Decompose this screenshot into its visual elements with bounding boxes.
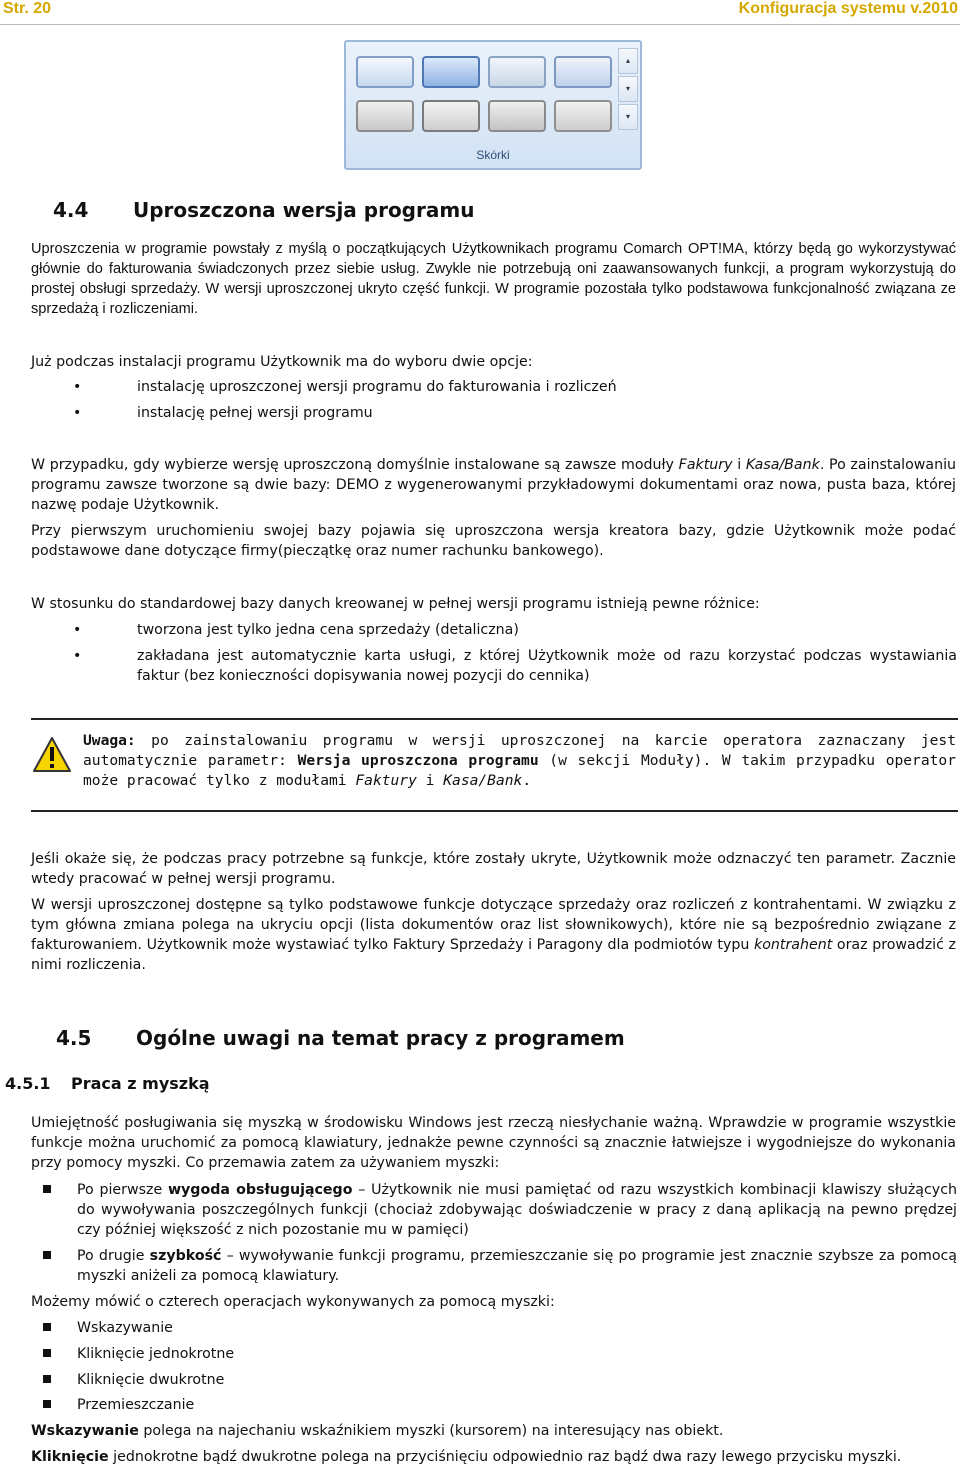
skin-thumbnail <box>422 56 480 88</box>
gallery-scroll-buttons <box>618 48 638 134</box>
square-bullet-icon <box>43 1400 51 1408</box>
paragraph: Możemy mówić o czterech operacjach wykonywanych za pomocą myszki: <box>31 1294 555 1310</box>
section-heading-4-5: 4.5 Ogólne uwagi na temat pracy z programem <box>56 1026 625 1050</box>
paragraph: Uproszczenia w programie powstały z myślą o początkujących Użytkownikach programu Comarch OPT!MA, którzy będą go wykorzystywać głównie do fakturowania świadczonych przez siebie usług. Zwykle nie potrzebują oni zaawansowanych funkcji, a program wykorzystują do prostej obsługi sprzedaży. W wersji uproszczonej ukryto część funkcji. W programie pozostała tylko podstawowa funkcjonalność związana ze sprzedażą i rozliczeniami. <box>31 241 956 317</box>
paragraph: Jeśli okaże się, że podczas pracy potrzebne są funkcje, które zostały ukryte, Użytkownik może odznaczyć ten parametr. Zacznie wtedy pracować w pełnej wersji programu. <box>31 851 956 887</box>
square-bullet-icon <box>43 1375 51 1383</box>
skin-thumbnail <box>554 56 612 88</box>
gallery-more-icon: ▾ <box>618 104 638 130</box>
warning-icon <box>32 736 72 774</box>
document-title: Konfiguracja systemu v.2010 <box>738 0 958 17</box>
gallery-down-icon: ▾ <box>618 76 638 102</box>
square-bullet-icon <box>43 1349 51 1357</box>
ribbon-group-label: Skórki <box>476 148 510 162</box>
square-bullet-icon <box>43 1323 51 1331</box>
paragraph: W wersji uproszczonej dostępne są tylko podstawowe funkcje dotyczące sprzedaży oraz rozliczeń z kontrahentami. W związku z tym główna zmiana polega na ukryciu opcji (lista dokumentów oraz list słownikowych), które nie są bezpośrednio związane z fakturowaniem. Użytkownik może wystawiać tylko Faktury Sprzedaży i Paragony dla podmiotów typu kontrahent oraz prowadzić z nimi rozliczenia. <box>31 897 956 973</box>
page-number: Str. 20 <box>3 0 52 17</box>
square-bullet-icon <box>43 1185 51 1193</box>
paragraph: W przypadku, gdy wybierze wersję uproszczoną domyślnie instalowane są zawsze moduły Faktury i Kasa/Bank. Po zainstalowaniu programu zawsze tworzone są dwie bazy: DEMO z wygenerowanymi przykładowymi dokumentami oraz nowa, pusta baza, której nazwę podaje Użytkownik. <box>31 457 957 513</box>
paragraph: Już podczas instalacji programu Użytkownik ma do wyboru dwie opcje: <box>31 354 533 370</box>
skin-thumbnail <box>422 100 480 132</box>
skins-ribbon-image <box>344 40 642 170</box>
skin-thumbnail <box>356 100 414 132</box>
paragraph: Wskazywanie polega na najechaniu wskaźnikiem myszki (kursorem) na interesujący nas obiekt. <box>31 1423 724 1439</box>
section-heading-4-4: 4.4 Uproszczona wersja programu <box>53 198 475 222</box>
square-bullet-icon <box>43 1251 51 1259</box>
paragraph: Kliknięcie jednokrotne bądź dwukrotne polega na przyciśnięciu odpowiednio raz bądź dwa razy lewego przycisku myszki. <box>31 1449 902 1465</box>
gallery-up-icon: ▴ <box>618 48 638 74</box>
page-header <box>0 0 960 25</box>
warning-text: Uwaga: po zainstalowaniu programu w wersji uproszczonej na karcie operatora zaznaczany jest automatycznie parametr: Wersja uproszczona programu (w sekcji Moduły). W takim przypadku operator może pracować tylko z modułami Faktury i Kasa/Bank. <box>83 732 956 789</box>
paragraph: W stosunku do standardowej bazy danych kreowanej w pełnej wersji programu istnieją pewne różnice: <box>31 596 760 612</box>
skin-thumbnail <box>488 100 546 132</box>
warning-top-rule <box>31 718 958 720</box>
paragraph: Umiejętność posługiwania się myszką w środowisku Windows jest rzeczą niesłychanie ważną. Wprawdzie w programie wszystkie funkcje można uruchomić za pomocą klawiatury, jednakże pewne czynności są znacznie łatwiejsze i wygodniejsze do wykonania przy pomocy myszki. Co przemawia zatem za używaniem myszki: <box>31 1115 956 1171</box>
skin-thumbnail <box>554 100 612 132</box>
section-heading-4-5-1: 4.5.1 Praca z myszką <box>5 1074 210 1093</box>
paragraph: Przy pierwszym uruchomieniu swojej bazy pojawia się uproszczona wersja kreatora bazy, gdzie Użytkownik może podać podstawowe dane dotyczące firmy(pieczątkę oraz numer rachunku bankowego). <box>31 523 956 559</box>
warning-bottom-rule <box>31 810 958 812</box>
skin-thumbnail <box>356 56 414 88</box>
skin-thumbnail <box>488 56 546 88</box>
